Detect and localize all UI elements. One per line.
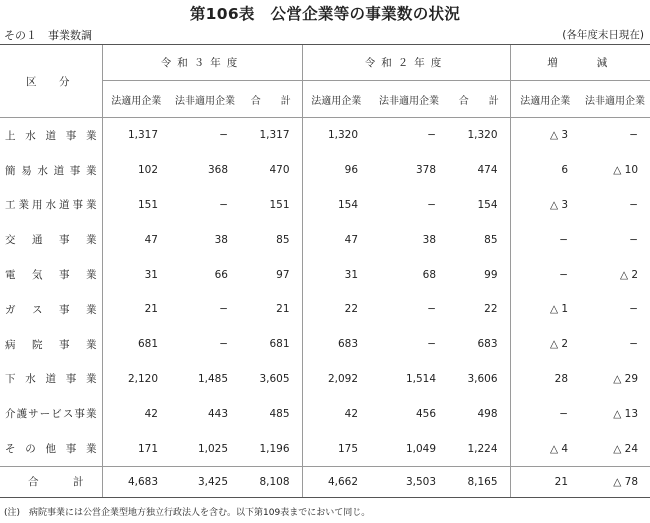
table-row	[0, 257, 650, 292]
table-row	[0, 188, 650, 223]
row-label: 病院事業	[5, 338, 97, 351]
cell-r2-hou: 4,662	[302, 466, 370, 497]
cell-r2-hou: 42	[302, 396, 370, 431]
cell-r2-total: 683	[477, 338, 498, 351]
cell-r3-total: 3,605	[259, 372, 290, 385]
cell-r3-hou: 2,120	[102, 362, 170, 397]
cell-d-hihou: △ 13	[613, 407, 639, 420]
cell-d-hihou: △ 29	[613, 372, 639, 385]
col-d-hihou: 法非適用企業	[580, 81, 650, 118]
cell-r3-total: 8,108	[240, 466, 302, 497]
total-row	[0, 466, 650, 497]
cell-r3-hihou: −	[219, 129, 228, 142]
cell-d-hou: △ 1	[510, 292, 580, 327]
cell-d-hou: △ 3	[510, 118, 580, 153]
footnote: (注) 病院事業には公営企業型地方独立行政法人を含む。以下第109表までにおいて同じ。	[4, 508, 371, 518]
cell-r2-total: 85	[484, 233, 498, 246]
row-label: 簡易水道事業	[5, 164, 97, 177]
cell-r2-hihou: −	[427, 198, 437, 211]
cell-r3-hou: 31	[102, 257, 170, 292]
cell-r3-total: 485	[269, 407, 290, 420]
cell-r3-hou: 1,317	[102, 118, 170, 153]
cell-r2-hihou: 3,503	[370, 466, 448, 497]
r2-header: 令和２年度	[302, 45, 510, 81]
cell-r3-total: 681	[269, 338, 290, 351]
cell-d-hou: −	[510, 396, 580, 431]
cell-d-hihou: −	[629, 129, 639, 142]
cell-r3-hihou: 1,025	[197, 442, 228, 455]
cell-d-hihou: −	[629, 303, 639, 316]
cell-d-hihou: −	[629, 338, 639, 351]
cell-d-hihou: △ 10	[613, 164, 639, 177]
cell-r2-total: 498	[477, 407, 498, 420]
table-row	[0, 292, 650, 327]
cell-r2-hou: 175	[302, 431, 370, 466]
row-label: ガス事業	[5, 303, 97, 316]
cell-r3-hou: 47	[102, 222, 170, 257]
cell-r2-hihou: 68	[422, 268, 437, 281]
table-row	[0, 431, 650, 466]
cell-d-hihou: −	[629, 233, 639, 246]
col-d-hou: 法適用企業	[510, 81, 580, 118]
cell-d-hou: 6	[510, 153, 580, 188]
cell-d-hihou: △ 24	[613, 442, 639, 455]
cell-r3-total: 1,317	[259, 129, 290, 142]
cell-r2-total: 3,606	[467, 372, 498, 385]
cell-r2-hihou: −	[427, 338, 437, 351]
cell-r3-total: 97	[276, 268, 290, 281]
page-title: 第106表 公営企業等の事業数の状況	[189, 5, 461, 23]
cell-r2-hou: 683	[302, 327, 370, 362]
cell-r3-total: 470	[269, 164, 290, 177]
cell-d-hou: −	[510, 222, 580, 257]
cell-r3-total: 21	[276, 303, 290, 316]
table-row	[0, 396, 650, 431]
table-row	[0, 222, 650, 257]
cell-r3-hou: 151	[102, 188, 170, 223]
col-r3-hihou: 法非適用企業	[170, 81, 240, 118]
cell-r2-hihou: 456	[415, 407, 437, 420]
cell-r2-total: 22	[484, 303, 498, 316]
row-label: 下水道事業	[5, 373, 97, 386]
r3-header: 令和３年度	[102, 45, 302, 81]
col-r2-total: 合 計	[448, 81, 510, 118]
kubun-header: 区 分	[0, 45, 102, 118]
cell-d-hou: △ 2	[510, 327, 580, 362]
cell-r3-hou: 21	[102, 292, 170, 327]
table-row	[0, 118, 650, 153]
cell-d-hou: 28	[510, 362, 580, 397]
row-label: 交通事業	[5, 234, 97, 247]
col-r3-total: 合 計	[240, 81, 302, 118]
row-label: 上水道事業	[5, 129, 97, 142]
col-r3-hou: 法適用企業	[102, 81, 170, 118]
cell-r3-total: 1,196	[259, 442, 290, 455]
cell-r2-hou: 96	[302, 153, 370, 188]
cell-r2-total: 154	[477, 198, 498, 211]
cell-r2-total: 8,165	[448, 466, 510, 497]
cell-r3-hihou: −	[219, 338, 228, 351]
cell-r2-hou: 31	[302, 257, 370, 292]
cell-r2-hihou: −	[427, 129, 437, 142]
cell-r2-total: 474	[477, 164, 498, 177]
cell-r2-hihou: 1,514	[405, 372, 437, 385]
business-count-table	[0, 44, 650, 498]
cell-d-hou: −	[510, 257, 580, 292]
row-label: 介護サービス事業	[5, 408, 97, 421]
table-subtitle: その１ 事業数調	[4, 29, 92, 42]
cell-r3-hou: 42	[102, 396, 170, 431]
cell-r2-hou: 154	[302, 188, 370, 223]
cell-r3-total: 151	[269, 198, 290, 211]
row-label: 電気事業	[5, 269, 97, 282]
row-label: その他事業	[5, 443, 97, 456]
cell-r2-total: 99	[484, 268, 498, 281]
header-row-years	[0, 45, 650, 81]
cell-r3-hihou: 66	[214, 268, 228, 281]
change-header: 増 減	[510, 45, 650, 81]
cell-r2-hou: 22	[302, 292, 370, 327]
cell-r3-hihou: 1,485	[197, 372, 228, 385]
cell-d-hihou: −	[629, 198, 639, 211]
table-row	[0, 327, 650, 362]
cell-r3-hou: 171	[102, 431, 170, 466]
col-r2-hihou: 法非適用企業	[370, 81, 448, 118]
table-row	[0, 362, 650, 397]
cell-r2-hou: 2,092	[302, 362, 370, 397]
cell-r3-total: 85	[276, 233, 290, 246]
cell-r3-hihou: 443	[207, 407, 228, 420]
cell-r2-hihou: 38	[422, 233, 437, 246]
cell-r3-hou: 4,683	[102, 466, 170, 497]
cell-d-hihou: △ 2	[619, 268, 639, 281]
cell-r3-hihou: −	[219, 303, 228, 316]
cell-r2-total: 1,224	[467, 442, 498, 455]
cell-r2-hou: 1,320	[302, 118, 370, 153]
cell-r3-hou: 681	[102, 327, 170, 362]
col-r2-hou: 法適用企業	[302, 81, 370, 118]
row-label: 合計	[0, 466, 102, 497]
as-of-note: (各年度末日現在)	[562, 29, 644, 41]
cell-r2-hihou: 378	[415, 164, 437, 177]
cell-r2-total: 1,320	[467, 129, 498, 142]
cell-d-hou: 21	[510, 466, 580, 497]
table-row	[0, 153, 650, 188]
cell-d-hihou: △ 78	[580, 466, 650, 497]
cell-r2-hou: 47	[302, 222, 370, 257]
cell-r3-hihou: 38	[214, 233, 228, 246]
cell-d-hou: △ 3	[510, 188, 580, 223]
cell-d-hou: △ 4	[510, 431, 580, 466]
cell-r3-hihou: 3,425	[170, 466, 240, 497]
row-label: 工業用水道事業	[5, 199, 97, 212]
cell-r3-hihou: 368	[207, 164, 228, 177]
cell-r3-hihou: −	[219, 198, 228, 211]
cell-r2-hihou: 1,049	[405, 442, 437, 455]
table-body	[0, 118, 650, 467]
cell-r2-hihou: −	[427, 303, 437, 316]
cell-r3-hou: 102	[102, 153, 170, 188]
